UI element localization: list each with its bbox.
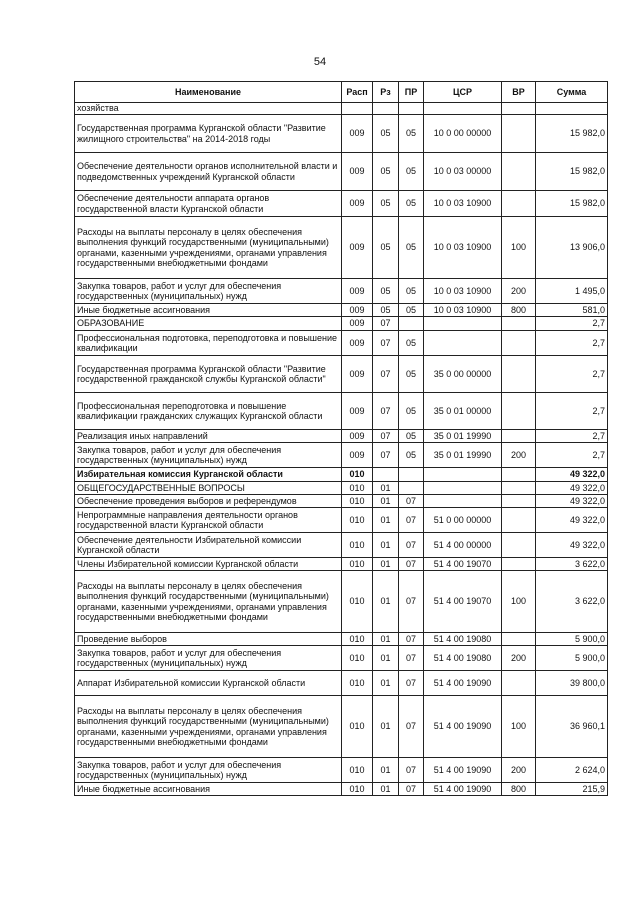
cell-csr <box>424 495 502 508</box>
cell-name: Иные бюджетные ассигнования <box>75 783 342 796</box>
cell-sum: 15 982,0 <box>536 153 608 191</box>
cell-name: Расходы на выплаты персоналу в целях обеспечения выполнения функций государственными (муниципальными) органами, казенными учреждениями, органами управления государственными внебюджетными фондами <box>75 571 342 633</box>
cell-rasp: 010 <box>342 468 373 482</box>
cell-pr: 05 <box>399 356 424 393</box>
cell-vr <box>502 103 536 115</box>
cell-sum: 3 622,0 <box>536 571 608 633</box>
table-row <box>75 571 608 633</box>
cell-pr: 07 <box>399 633 424 646</box>
cell-sum: 13 906,0 <box>536 217 608 279</box>
cell-vr <box>502 558 536 571</box>
table-row <box>75 115 608 153</box>
header-vr: ВР <box>502 82 536 103</box>
cell-csr <box>424 468 502 482</box>
table-row <box>75 482 608 495</box>
cell-name: Государственная программа Курганской области "Развитие государственной гражданской службы Курганской области" <box>75 356 342 393</box>
cell-sum: 2,7 <box>536 317 608 331</box>
header-sum: Сумма <box>536 82 608 103</box>
cell-vr <box>502 508 536 533</box>
cell-rz: 05 <box>373 153 399 191</box>
header-rasp: Расп <box>342 82 373 103</box>
cell-csr: 51 4 00 19090 <box>424 671 502 696</box>
cell-name: Расходы на выплаты персоналу в целях обеспечения выполнения функций государственными (муниципальными) органами, казенными учреждениями, органами управления государственными внебюджетными фондами <box>75 696 342 758</box>
cell-sum: 581,0 <box>536 304 608 317</box>
cell-rz: 07 <box>373 331 399 356</box>
cell-rasp: 010 <box>342 508 373 533</box>
cell-rasp <box>342 103 373 115</box>
cell-name: Обеспечение деятельности органов исполнительной власти и подведомственных учреждений Курганской области <box>75 153 342 191</box>
cell-sum: 49 322,0 <box>536 533 608 558</box>
cell-rz: 01 <box>373 495 399 508</box>
cell-vr <box>502 317 536 331</box>
cell-pr: 05 <box>399 153 424 191</box>
cell-vr <box>502 393 536 430</box>
cell-sum <box>536 103 608 115</box>
cell-vr: 800 <box>502 783 536 796</box>
cell-pr: 05 <box>399 304 424 317</box>
table-header-row <box>75 82 608 103</box>
cell-csr: 51 4 00 19080 <box>424 633 502 646</box>
cell-rasp: 010 <box>342 646 373 671</box>
table-row <box>75 558 608 571</box>
cell-name: ОБРАЗОВАНИЕ <box>75 317 342 331</box>
cell-sum: 49 322,0 <box>536 495 608 508</box>
table-row <box>75 758 608 783</box>
cell-csr: 51 4 00 19090 <box>424 696 502 758</box>
cell-rasp: 009 <box>342 317 373 331</box>
cell-rasp: 010 <box>342 533 373 558</box>
cell-name: Обеспечение деятельности аппарата органов государственной власти Курганской области <box>75 191 342 217</box>
table-row <box>75 103 608 115</box>
cell-rasp: 010 <box>342 696 373 758</box>
cell-vr <box>502 468 536 482</box>
table-row <box>75 633 608 646</box>
cell-pr: 05 <box>399 331 424 356</box>
table-row <box>75 430 608 443</box>
cell-vr <box>502 482 536 495</box>
cell-name: Закупка товаров, работ и услуг для обеспечения государственных (муниципальных) нужд <box>75 443 342 468</box>
cell-csr: 10 0 03 10900 <box>424 304 502 317</box>
cell-pr: 07 <box>399 696 424 758</box>
table-row <box>75 671 608 696</box>
cell-vr: 100 <box>502 217 536 279</box>
cell-vr: 200 <box>502 443 536 468</box>
cell-csr: 51 4 00 19080 <box>424 646 502 671</box>
cell-rasp: 009 <box>342 279 373 304</box>
table-row <box>75 393 608 430</box>
cell-csr: 35 0 00 00000 <box>424 356 502 393</box>
cell-vr <box>502 430 536 443</box>
cell-sum: 49 322,0 <box>536 468 608 482</box>
cell-sum: 2,7 <box>536 331 608 356</box>
cell-rasp: 009 <box>342 191 373 217</box>
table-row <box>75 495 608 508</box>
cell-sum: 39 800,0 <box>536 671 608 696</box>
cell-pr: 07 <box>399 495 424 508</box>
cell-rasp: 010 <box>342 758 373 783</box>
cell-rasp: 009 <box>342 153 373 191</box>
cell-pr <box>399 468 424 482</box>
table-row <box>75 279 608 304</box>
cell-sum: 49 322,0 <box>536 508 608 533</box>
cell-rz: 01 <box>373 482 399 495</box>
cell-csr: 35 0 01 19990 <box>424 443 502 468</box>
cell-rz: 05 <box>373 217 399 279</box>
table-row <box>75 783 608 796</box>
cell-name: Проведение выборов <box>75 633 342 646</box>
cell-csr: 51 0 00 00000 <box>424 508 502 533</box>
cell-rz: 01 <box>373 508 399 533</box>
table-row <box>75 508 608 533</box>
table-row <box>75 217 608 279</box>
cell-name: хозяйства <box>75 103 342 115</box>
table-row <box>75 533 608 558</box>
cell-vr <box>502 671 536 696</box>
cell-csr: 51 4 00 19070 <box>424 558 502 571</box>
cell-rasp: 009 <box>342 304 373 317</box>
cell-csr <box>424 482 502 495</box>
cell-vr: 100 <box>502 696 536 758</box>
table-row <box>75 304 608 317</box>
cell-rz: 01 <box>373 671 399 696</box>
header-pr: ПР <box>399 82 424 103</box>
cell-vr: 800 <box>502 304 536 317</box>
cell-name: Закупка товаров, работ и услуг для обеспечения государственных (муниципальных) нужд <box>75 646 342 671</box>
cell-rz: 05 <box>373 279 399 304</box>
header-rz: Рз <box>373 82 399 103</box>
cell-rz: 05 <box>373 304 399 317</box>
cell-rz: 07 <box>373 430 399 443</box>
cell-csr: 51 4 00 19070 <box>424 571 502 633</box>
cell-rasp: 009 <box>342 443 373 468</box>
cell-rz: 07 <box>373 317 399 331</box>
cell-pr: 05 <box>399 430 424 443</box>
cell-vr <box>502 331 536 356</box>
cell-vr <box>502 633 536 646</box>
cell-vr: 100 <box>502 571 536 633</box>
cell-name: Государственная программа Курганской области "Развитие жилищного строительства" на 2014-2018 годы <box>75 115 342 153</box>
cell-sum: 5 900,0 <box>536 646 608 671</box>
table-row <box>75 443 608 468</box>
cell-pr: 05 <box>399 217 424 279</box>
cell-pr: 05 <box>399 191 424 217</box>
cell-pr: 07 <box>399 758 424 783</box>
cell-rz: 07 <box>373 393 399 430</box>
cell-name: Закупка товаров, работ и услуг для обеспечения государственных (муниципальных) нужд <box>75 279 342 304</box>
cell-rz: 01 <box>373 783 399 796</box>
cell-rz: 01 <box>373 571 399 633</box>
cell-csr: 10 0 03 10900 <box>424 191 502 217</box>
cell-pr <box>399 482 424 495</box>
cell-rasp: 010 <box>342 571 373 633</box>
table-row <box>75 646 608 671</box>
cell-sum: 2,7 <box>536 393 608 430</box>
cell-rasp: 010 <box>342 495 373 508</box>
cell-rasp: 010 <box>342 671 373 696</box>
cell-name: Расходы на выплаты персоналу в целях обеспечения выполнения функций государственными (муниципальными) органами, казенными учреждениями, органами управления государственными внебюджетными фондами <box>75 217 342 279</box>
cell-pr <box>399 103 424 115</box>
cell-csr: 51 4 00 19090 <box>424 783 502 796</box>
cell-sum: 1 495,0 <box>536 279 608 304</box>
cell-vr: 200 <box>502 646 536 671</box>
cell-rz: 07 <box>373 356 399 393</box>
cell-rasp: 009 <box>342 115 373 153</box>
cell-pr: 07 <box>399 533 424 558</box>
cell-pr: 05 <box>399 393 424 430</box>
cell-rasp: 010 <box>342 558 373 571</box>
cell-csr <box>424 331 502 356</box>
cell-rz: 01 <box>373 696 399 758</box>
cell-sum: 2,7 <box>536 430 608 443</box>
cell-rz: 01 <box>373 758 399 783</box>
cell-name: Аппарат Избирательной комиссии Курганской области <box>75 671 342 696</box>
cell-pr: 07 <box>399 671 424 696</box>
cell-rz: 01 <box>373 646 399 671</box>
cell-vr <box>502 495 536 508</box>
cell-csr: 51 4 00 19090 <box>424 758 502 783</box>
table-row <box>75 331 608 356</box>
table-row <box>75 468 608 482</box>
cell-pr: 05 <box>399 443 424 468</box>
cell-name: Закупка товаров, работ и услуг для обеспечения государственных (муниципальных) нужд <box>75 758 342 783</box>
cell-sum: 15 982,0 <box>536 191 608 217</box>
table-row <box>75 153 608 191</box>
cell-csr <box>424 317 502 331</box>
cell-name: Реализация иных направлений <box>75 430 342 443</box>
cell-vr: 200 <box>502 279 536 304</box>
cell-sum: 5 900,0 <box>536 633 608 646</box>
cell-sum: 2,7 <box>536 356 608 393</box>
cell-pr: 05 <box>399 279 424 304</box>
cell-sum: 215,9 <box>536 783 608 796</box>
cell-name: Обеспечение проведения выборов и референдумов <box>75 495 342 508</box>
cell-rasp: 009 <box>342 393 373 430</box>
table-row <box>75 356 608 393</box>
cell-vr <box>502 533 536 558</box>
cell-pr: 07 <box>399 508 424 533</box>
cell-rz <box>373 468 399 482</box>
cell-name: Непрограммные направления деятельности органов государственной власти Курганской области <box>75 508 342 533</box>
header-name: Наименование <box>75 82 342 103</box>
cell-vr <box>502 191 536 217</box>
cell-sum: 49 322,0 <box>536 482 608 495</box>
cell-name: Обеспечение деятельности Избирательной комиссии Курганской области <box>75 533 342 558</box>
cell-rz <box>373 103 399 115</box>
cell-name: Иные бюджетные ассигнования <box>75 304 342 317</box>
cell-csr <box>424 103 502 115</box>
cell-sum: 2,7 <box>536 443 608 468</box>
table-body <box>75 103 608 796</box>
table-row <box>75 317 608 331</box>
cell-pr: 05 <box>399 115 424 153</box>
cell-rz: 07 <box>373 443 399 468</box>
cell-csr: 35 0 01 19990 <box>424 430 502 443</box>
cell-name: Избирательная комиссия Курганской области <box>75 468 342 482</box>
cell-csr: 51 4 00 00000 <box>424 533 502 558</box>
cell-rasp: 010 <box>342 783 373 796</box>
cell-pr: 07 <box>399 646 424 671</box>
cell-sum: 15 982,0 <box>536 115 608 153</box>
cell-vr <box>502 356 536 393</box>
cell-rz: 01 <box>373 633 399 646</box>
cell-name: ОБЩЕГОСУДАРСТВЕННЫЕ ВОПРОСЫ <box>75 482 342 495</box>
cell-rz: 01 <box>373 558 399 571</box>
cell-rasp: 009 <box>342 217 373 279</box>
cell-csr: 10 0 03 00000 <box>424 153 502 191</box>
cell-csr: 10 0 03 10900 <box>424 279 502 304</box>
table-row <box>75 696 608 758</box>
cell-pr: 07 <box>399 783 424 796</box>
cell-pr <box>399 317 424 331</box>
cell-csr: 10 0 03 10900 <box>424 217 502 279</box>
cell-sum: 3 622,0 <box>536 558 608 571</box>
cell-csr: 10 0 00 00000 <box>424 115 502 153</box>
cell-vr <box>502 153 536 191</box>
cell-name: Члены Избирательной комиссии Курганской области <box>75 558 342 571</box>
cell-pr: 07 <box>399 571 424 633</box>
cell-sum: 36 960,1 <box>536 696 608 758</box>
cell-rz: 05 <box>373 115 399 153</box>
cell-rasp: 009 <box>342 331 373 356</box>
table-row <box>75 191 608 217</box>
cell-rz: 05 <box>373 191 399 217</box>
cell-vr <box>502 115 536 153</box>
cell-rz: 01 <box>373 533 399 558</box>
cell-rasp: 009 <box>342 356 373 393</box>
cell-pr: 07 <box>399 558 424 571</box>
cell-vr: 200 <box>502 758 536 783</box>
header-csr: ЦСР <box>424 82 502 103</box>
budget-table <box>74 81 608 796</box>
cell-rasp: 010 <box>342 482 373 495</box>
cell-name: Профессиональная подготовка, переподготовка и повышение квалификации <box>75 331 342 356</box>
cell-sum: 2 624,0 <box>536 758 608 783</box>
cell-rasp: 009 <box>342 430 373 443</box>
cell-name: Профессиональная переподготовка и повышение квалификации гражданских служащих Курганской области <box>75 393 342 430</box>
cell-rasp: 010 <box>342 633 373 646</box>
cell-csr: 35 0 01 00000 <box>424 393 502 430</box>
page-number: 54 <box>313 56 327 68</box>
